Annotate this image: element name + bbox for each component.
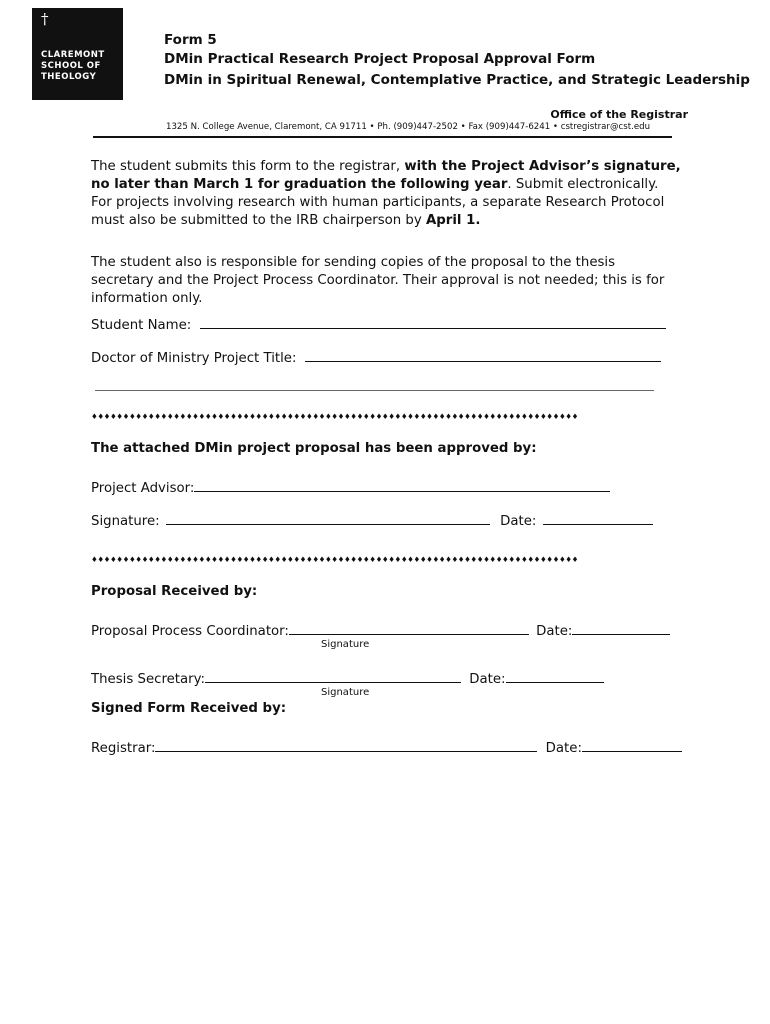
diamond-divider: ♦♦♦♦♦♦♦♦♦♦♦♦♦♦♦♦♦♦♦♦♦♦♦♦♦♦♦♦♦♦♦♦♦♦♦♦♦♦♦♦♦♦♦♦♦♦♦♦♦♦♦♦♦♦♦♦♦♦♦♦♦♦♦♦♦♦♦♦♦♦♦♦♦♦♦♦♦ xyxy=(91,412,578,421)
coordinator-date-label: Date: xyxy=(536,624,573,639)
logo-line-1: CLAREMONT xyxy=(41,50,105,60)
advisor-field[interactable] xyxy=(194,477,610,492)
signature-label: Signature: xyxy=(91,514,160,529)
form-number: Form 5 xyxy=(164,32,217,48)
coordinator-signature-caption: Signature xyxy=(321,639,370,650)
registrar-field[interactable] xyxy=(155,737,537,752)
office-address: 1325 N. College Avenue, Claremont, CA 91711 • Ph. (909)447-2502 • Fax (909)447-6241 • cstregistrar@cst.edu xyxy=(166,122,651,132)
thesis-signature-caption: Signature xyxy=(321,687,370,698)
coordinator-row xyxy=(91,620,670,639)
logo-line-2: SCHOOL OF xyxy=(41,61,101,71)
thesis-date-field[interactable] xyxy=(506,668,604,683)
diamond-divider: ♦♦♦♦♦♦♦♦♦♦♦♦♦♦♦♦♦♦♦♦♦♦♦♦♦♦♦♦♦♦♦♦♦♦♦♦♦♦♦♦♦♦♦♦♦♦♦♦♦♦♦♦♦♦♦♦♦♦♦♦♦♦♦♦♦♦♦♦♦♦♦♦♦♦♦♦♦ xyxy=(91,555,578,564)
form-title: DMin Practical Research Project Proposal Approval Form xyxy=(164,51,596,67)
advisor-row xyxy=(91,477,610,496)
coordinator-label: Proposal Process Coordinator: xyxy=(91,624,289,639)
thesis-field[interactable] xyxy=(205,668,461,683)
cross-icon: † xyxy=(41,10,49,28)
logo-wordmark xyxy=(41,50,121,83)
student-name-label: Student Name: xyxy=(91,318,192,333)
registrar-row xyxy=(91,737,682,756)
project-title-field[interactable] xyxy=(305,347,661,362)
approval-heading: The attached DMin project proposal has been approved by: xyxy=(91,441,537,456)
school-logo xyxy=(32,8,123,100)
office-name: Office of the Registrar xyxy=(550,108,688,121)
approval-date-field[interactable] xyxy=(543,510,653,525)
intro-text-bold-deadline: with the Project Advisor’s signature, no later than March 1 for graduation the following year xyxy=(91,159,681,192)
project-title-label: Doctor of Ministry Project Title: xyxy=(91,351,297,366)
logo-line-3: THEOLOGY xyxy=(41,72,97,82)
signature-field[interactable] xyxy=(166,510,490,525)
signature-row xyxy=(91,510,653,529)
student-name-row xyxy=(91,314,666,333)
advisor-label: Project Advisor: xyxy=(91,481,195,496)
approval-date-label: Date: xyxy=(500,514,537,529)
intro-text-a: The student submits this form to the registrar, xyxy=(91,159,405,174)
thesis-label: Thesis Secretary: xyxy=(91,672,206,687)
intro-text-bold-date: April 1. xyxy=(425,213,481,228)
header-divider xyxy=(93,136,672,138)
intro-paragraph-1 xyxy=(91,158,681,230)
registrar-label: Registrar: xyxy=(91,741,156,756)
student-name-field[interactable] xyxy=(200,314,666,329)
intro-paragraph-2: The student also is responsible for sending copies of the proposal to the thesis secretary and the Project Process Coordinator. Their approval is not needed; this is for information only. xyxy=(91,255,665,306)
coordinator-date-field[interactable] xyxy=(572,620,670,635)
thesis-date-label: Date: xyxy=(469,672,506,687)
form-subtitle: DMin in Spiritual Renewal, Contemplative Practice, and Strategic Leadership xyxy=(164,72,750,88)
coordinator-field[interactable] xyxy=(289,620,529,635)
thesis-row xyxy=(91,668,604,687)
intro-text-c: . Submit electronically. For projects involving research with human participants, a separate Research Protocol must also be submitted to the IRB chairperson by xyxy=(91,177,665,228)
registrar-date-label: Date: xyxy=(545,741,582,756)
project-title-field-continued[interactable] xyxy=(95,390,654,391)
received-heading: Proposal Received by: xyxy=(91,584,258,599)
signed-heading: Signed Form Received by: xyxy=(91,701,287,716)
project-title-row xyxy=(91,347,661,366)
registrar-date-field[interactable] xyxy=(582,737,682,752)
